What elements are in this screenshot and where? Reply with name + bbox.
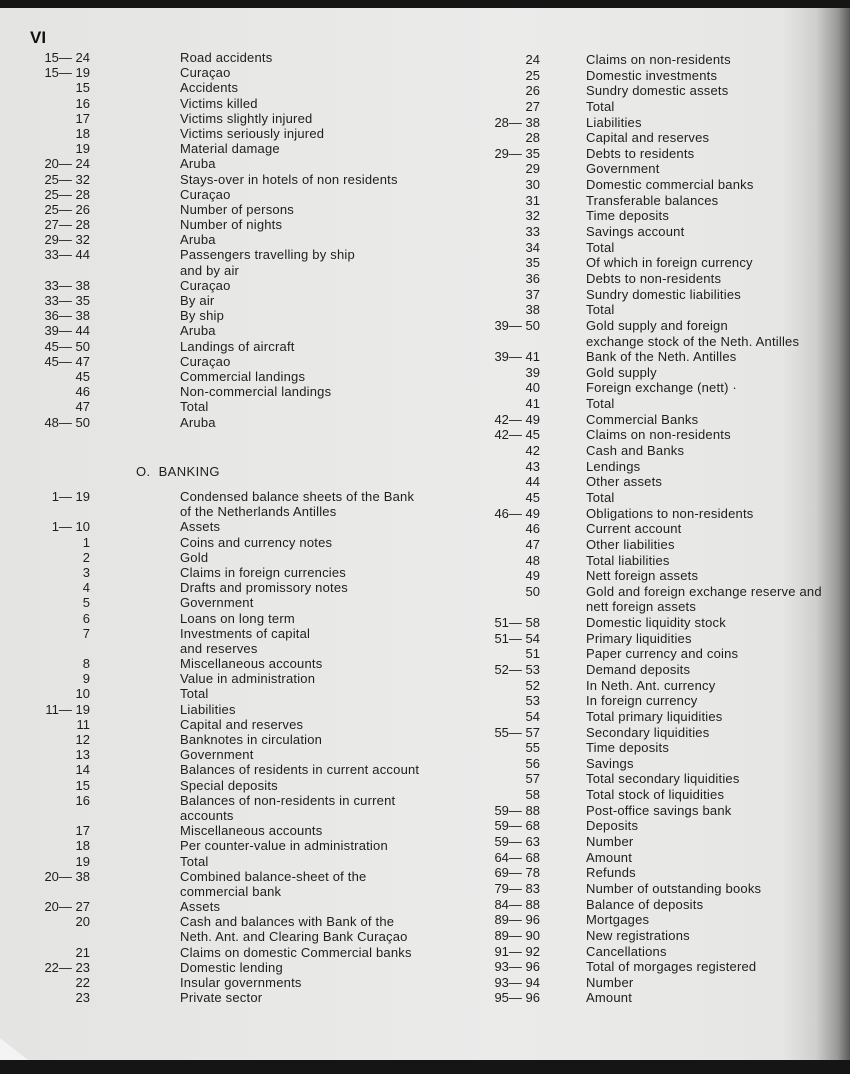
entry-title: Number — [586, 834, 634, 850]
entry-title: Total — [586, 98, 615, 114]
entry-title: Of which in foreign currency — [586, 255, 753, 271]
entry-title: Balance of deposits — [586, 896, 704, 912]
table-number-range: 14 — [75, 762, 90, 778]
table-number-range: 79— 83 — [494, 880, 540, 896]
entry-title: Mortgages — [586, 912, 650, 928]
table-number-range: 18 — [75, 125, 90, 141]
table-number-range: 19 — [75, 141, 90, 157]
entry-title: Nett foreign assets — [586, 568, 699, 584]
table-number-range: 28 — [525, 130, 540, 146]
section-letter: O. — [136, 464, 151, 479]
table-number-range: 22 — [75, 975, 90, 990]
entry-title: Amount — [586, 990, 633, 1006]
table-number-range: 95— 96 — [494, 990, 540, 1006]
entry-title: Coins and currency notes — [180, 534, 333, 550]
table-number-range: 55— 57 — [494, 724, 540, 740]
entry-title: New registrations — [586, 927, 690, 943]
table-number-range: 35 — [525, 255, 540, 271]
entry-title: Total — [180, 399, 209, 415]
table-number-range: 11 — [76, 716, 90, 732]
table-number-range: 53 — [525, 693, 540, 709]
entry-title: Material damage — [180, 141, 280, 157]
entry-title: Stays-over in hotels of non residents — [180, 171, 398, 187]
entry-title: In Neth. Ant. currency — [586, 677, 716, 693]
table-number-range: 69— 78 — [494, 865, 540, 881]
entry-title: Lendings — [586, 458, 641, 474]
entry-title: Aruba — [180, 414, 216, 430]
entry-title: Transferable balances — [586, 192, 719, 208]
entry-title: Curaçao — [180, 277, 231, 293]
table-number-range: 44 — [525, 474, 540, 490]
table-number-range: 50 — [525, 583, 540, 599]
table-number-range: 21 — [75, 944, 90, 960]
entry-title: Deposits — [586, 818, 639, 834]
entry-title: Government — [180, 747, 254, 763]
entry-title: Bank of the Neth. Antilles — [586, 349, 737, 365]
table-number-range: 18 — [75, 838, 90, 854]
table-number-range: 84— 88 — [494, 896, 540, 912]
entry-title: Other assets — [586, 474, 663, 490]
entry-title: Assets — [180, 899, 221, 915]
table-number-range: 5 — [82, 595, 90, 611]
entry-title: Accidents — [180, 80, 239, 96]
table-number-range: 46— 49 — [494, 505, 540, 521]
entry-title: exchange stock of the Neth. Antilles — [586, 333, 800, 349]
entry-title: Curaçao — [180, 65, 231, 81]
entry-title: Curaçao — [180, 353, 231, 369]
entry-title: of the Netherlands Antilles — [180, 504, 337, 520]
table-number-range: 91— 92 — [494, 943, 540, 959]
entry-title: Total — [180, 686, 209, 702]
table-number-range: 59— 88 — [494, 802, 540, 818]
table-number-range: 29— 35 — [494, 145, 540, 161]
entry-title: Claims on non-residents — [586, 52, 731, 67]
entry-title: Total — [586, 489, 615, 505]
table-number-range: 3 — [82, 564, 90, 580]
entry-title: Per counter-value in administration — [180, 838, 388, 854]
section-heading — [136, 464, 220, 479]
table-number-range: 4 — [82, 580, 90, 596]
entry-title: Victims slightly injured — [180, 110, 313, 126]
entry-title: Loans on long term — [180, 610, 295, 626]
entry-title: By ship — [180, 308, 225, 324]
entry-title: Post-office savings bank — [586, 802, 732, 818]
entry-title: Government — [180, 595, 254, 611]
table-number-range: 25— 32 — [44, 171, 90, 187]
entry-title: Total primary liquidities — [586, 708, 723, 724]
entry-title: Private sector — [180, 990, 263, 1006]
table-number-range: 49 — [525, 568, 540, 584]
table-number-range: 7 — [82, 625, 90, 641]
table-number-range: 15— 19 — [44, 65, 90, 81]
entry-title: Claims on non-residents — [586, 427, 731, 443]
entry-title: Aruba — [180, 323, 216, 339]
table-number-range: 36 — [525, 270, 540, 286]
entry-title: Road accidents — [180, 50, 273, 65]
table-number-range: 56 — [525, 755, 540, 771]
entry-title: Balances of residents in current account — [180, 762, 420, 778]
table-number-range: 29 — [525, 161, 540, 177]
entry-title: Curaçao — [180, 186, 231, 202]
table-number-range: 48 — [525, 552, 540, 568]
table-number-range: 42— 49 — [494, 411, 540, 427]
table-number-range: 39— 41 — [494, 349, 540, 365]
table-number-range: 25 — [525, 67, 540, 83]
table-number-range: 16 — [75, 792, 90, 808]
entry-title: Total secondary liquidities — [586, 771, 740, 787]
entry-title: Banknotes in circulation — [180, 732, 323, 747]
page-number: VI — [30, 28, 47, 47]
entry-title: Secondary liquidities — [586, 724, 710, 740]
entry-title: Other liabilities — [586, 536, 675, 552]
table-number-range: 34 — [525, 239, 540, 255]
table-number-range: 46 — [75, 384, 90, 400]
table-number-range: 58 — [525, 787, 540, 803]
table-number-range: 20— 24 — [44, 156, 90, 172]
entry-title: By air — [180, 293, 215, 308]
entry-title: Time deposits — [586, 208, 670, 224]
entry-title: Capital and reserves — [586, 130, 710, 146]
entry-title: Debts to non-residents — [586, 270, 722, 286]
table-number-range: 40 — [525, 380, 540, 396]
table-number-range: 10 — [75, 686, 90, 702]
table-number-range: 28— 38 — [494, 114, 540, 130]
entry-title: Number of nights — [180, 217, 283, 233]
entry-title: Gold and foreign exchange reserve and — [586, 583, 822, 599]
entry-title: Non-commercial landings — [180, 384, 332, 400]
entry-title: Gold supply — [586, 364, 657, 380]
entry-title: In foreign currency — [586, 693, 698, 709]
table-number-range: 47 — [525, 536, 540, 552]
entry-title: Cancellations — [586, 943, 667, 959]
entry-title: Government — [586, 161, 660, 177]
entry-title: Savings — [586, 755, 634, 771]
table-number-range: 55 — [525, 740, 540, 756]
entry-title: Total liabilities — [586, 552, 670, 568]
entry-title: Debts to residents — [586, 145, 695, 161]
table-number-range: 47 — [75, 399, 90, 415]
entry-title: Number of persons — [180, 201, 294, 217]
entry-title: Commercial landings — [180, 368, 306, 384]
table-number-range: 15 — [75, 777, 90, 793]
entry-title: Domestic liquidity stock — [586, 615, 726, 631]
entry-title: Gold supply and foreign — [586, 317, 728, 333]
entry-title: Passengers travelling by ship — [180, 247, 355, 263]
entry-title: Total — [586, 239, 615, 255]
entry-title: nett foreign assets — [586, 599, 697, 615]
table-number-range: 19 — [75, 853, 90, 869]
entry-title: Primary liquidities — [586, 630, 692, 646]
entry-title: Sundry domestic assets — [586, 83, 729, 99]
table-number-range: 11— 19 — [45, 701, 90, 717]
table-number-range: 33 — [525, 224, 540, 240]
table-number-range: 30 — [525, 177, 540, 193]
table-number-range: 25— 26 — [44, 201, 90, 217]
table-number-range: 26 — [525, 83, 540, 99]
table-number-range: 54 — [525, 708, 540, 724]
entry-title: Miscellaneous accounts — [180, 823, 323, 839]
table-number-range: 48— 50 — [44, 414, 90, 430]
table-number-range: 45 — [75, 368, 90, 384]
table-number-range: 33— 44 — [44, 247, 90, 263]
table-number-range: 12 — [75, 732, 90, 747]
entry-title: Cash and balances with Bank of the — [180, 914, 395, 930]
entry-title: Claims in foreign currencies — [180, 564, 346, 580]
table-number-range: 31 — [525, 192, 540, 208]
entry-title: Value in administration — [180, 671, 316, 687]
table-number-range: 33— 35 — [44, 293, 90, 308]
entry-title: Amount — [586, 849, 633, 865]
table-number-range: 17 — [75, 110, 90, 126]
table-number-range: 20— 27 — [44, 899, 90, 915]
table-number-range: 51 — [525, 646, 540, 662]
entry-title: Insular governments — [180, 975, 302, 990]
table-number-range: 32 — [525, 208, 540, 224]
table-number-range: 43 — [525, 458, 540, 474]
entry-title: Domestic lending — [180, 959, 283, 975]
entry-title: Refunds — [586, 865, 636, 881]
table-number-range: 93— 96 — [494, 959, 540, 975]
table-number-range: 59— 68 — [494, 818, 540, 834]
entry-title: Total — [180, 853, 209, 869]
document-page — [0, 8, 850, 1062]
table-number-range: 45 — [525, 489, 540, 505]
table-number-range: 46 — [525, 521, 540, 537]
table-number-range: 59— 63 — [494, 834, 540, 850]
section-title: BANKING — [158, 464, 220, 479]
entry-title: Victims seriously injured — [180, 125, 325, 141]
table-number-range: 36— 38 — [44, 308, 90, 324]
entry-title: Liabilities — [586, 114, 642, 130]
entry-title: Current account — [586, 521, 682, 537]
entry-title: Total — [586, 396, 615, 412]
entry-title: Claims on domestic Commercial banks — [180, 944, 412, 960]
entry-title: Sundry domestic liabilities — [586, 286, 741, 302]
entry-title: Demand deposits — [586, 661, 691, 677]
table-number-range: 8 — [82, 656, 90, 672]
entry-title: Landings of aircraft — [180, 338, 295, 354]
entry-title: Total of morgages registered — [586, 959, 757, 975]
table-number-range: 9 — [82, 671, 90, 687]
entry-title: Gold — [180, 549, 209, 565]
table-number-range: 16 — [75, 95, 90, 111]
entry-title: Assets — [180, 519, 221, 535]
table-number-range: 64— 68 — [494, 849, 540, 865]
entry-title: Capital and reserves — [180, 716, 304, 732]
entry-title: Number of outstanding books — [586, 880, 762, 896]
table-number-range: 27 — [525, 98, 540, 114]
entry-title: Savings account — [586, 224, 685, 240]
table-number-range: 89— 90 — [494, 927, 540, 943]
table-number-range: 42— 45 — [494, 427, 540, 443]
table-number-range: 45— 47 — [44, 353, 90, 369]
entry-title: accounts — [180, 807, 234, 823]
table-number-range: 23 — [75, 990, 90, 1006]
table-number-range: 13 — [75, 747, 90, 763]
entry-title: Miscellaneous accounts — [180, 656, 323, 672]
entry-title: Time deposits — [586, 740, 670, 756]
table-number-range: 24 — [525, 52, 540, 67]
entry-title: and reserves — [180, 640, 258, 656]
entry-title: Condensed balance sheets of the Bank — [180, 489, 415, 504]
entry-title: Balances of non-residents in current — [180, 792, 396, 808]
table-number-range: 41 — [525, 396, 540, 412]
table-number-range: 20 — [75, 914, 90, 930]
table-number-range: 25— 28 — [44, 186, 90, 202]
table-number-range: 39 — [525, 364, 540, 380]
entry-title: Domestic investments — [586, 67, 718, 83]
table-number-range: 6 — [82, 610, 90, 626]
entry-title: Total stock of liquidities — [586, 787, 725, 803]
table-number-range: 93— 94 — [494, 974, 540, 990]
entry-title: Combined balance-sheet of the — [180, 868, 367, 884]
table-number-range: 57 — [525, 771, 540, 787]
entry-title: Liabilities — [180, 701, 236, 717]
entry-title: Obligations to non-residents — [586, 505, 754, 521]
table-number-range: 37 — [525, 286, 540, 302]
table-number-range: 39— 44 — [44, 323, 90, 339]
table-number-range: 2 — [82, 549, 90, 565]
table-number-range: 22— 23 — [44, 959, 90, 975]
table-number-range: 1 — [82, 534, 90, 550]
entry-title: Aruba — [180, 156, 216, 172]
table-number-range: 1— 19 — [51, 489, 90, 504]
entry-title: commercial bank — [180, 883, 282, 899]
scan-bottom-border — [0, 1060, 850, 1074]
entry-title: Aruba — [180, 232, 216, 248]
table-number-range: 17 — [75, 823, 90, 839]
entry-title: Domestic commercial banks — [586, 177, 754, 193]
table-number-range: 33— 38 — [44, 277, 90, 293]
table-number-range: 51— 58 — [494, 615, 540, 631]
table-number-range: 89— 96 — [494, 912, 540, 928]
entry-title: Foreign exchange (nett) · — [586, 380, 737, 396]
table-number-range: 42 — [525, 443, 540, 459]
table-number-range: 29— 32 — [44, 232, 90, 248]
entry-title: Neth. Ant. and Clearing Bank Curaçao — [180, 929, 408, 945]
entry-title: Special deposits — [180, 777, 278, 793]
table-number-range: 15 — [75, 80, 90, 96]
entry-title: Number — [586, 974, 634, 990]
table-number-range: 38 — [525, 302, 540, 318]
entry-title: Paper currency and coins — [586, 646, 739, 662]
table-number-range: 27— 28 — [44, 217, 90, 233]
table-number-range: 52— 53 — [494, 661, 540, 677]
table-number-range: 51— 54 — [494, 630, 540, 646]
table-number-range: 15— 24 — [44, 50, 90, 65]
entry-title: Drafts and promissory notes — [180, 580, 348, 596]
entry-title: and by air — [180, 262, 240, 278]
entry-title: Total — [586, 302, 615, 318]
table-number-range: 52 — [525, 677, 540, 693]
table-number-range: 1— 10 — [51, 519, 90, 535]
entry-title: Cash and Banks — [586, 443, 685, 459]
entry-title: Commercial Banks — [586, 411, 699, 427]
table-number-range: 39— 50 — [494, 317, 540, 333]
entry-title: Victims killed — [180, 95, 258, 111]
table-number-range: 20— 38 — [44, 868, 90, 884]
entry-title: Investments of capital — [180, 625, 311, 641]
table-number-range: 45— 50 — [44, 338, 90, 354]
